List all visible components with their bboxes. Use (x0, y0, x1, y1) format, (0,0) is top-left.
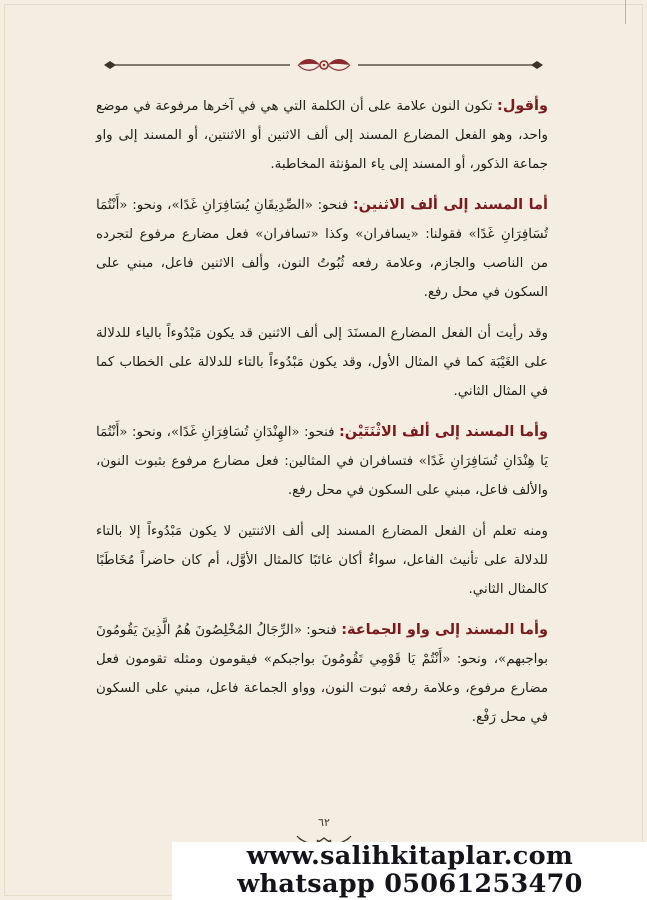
example-quote: «الصِّدِيقَانِ يُسَافِرَانِ غَدًا» (171, 198, 313, 213)
example-quote: «أَنْتُمْ يَا قَوْمِي تَقُومُونَ بواجبكم» (263, 652, 451, 667)
intro-text: تكون النون علامة على أن الكلمة التي هي في آخرها مرفوعة في موضع واحد، وهو الفعل المضارع المسند إلى ألف الاثنين أو الاثنتين، أو المسند إلى واو جماعة الذكور، أو المسند إلى ياء المؤنثة المخاطبة. (96, 99, 548, 172)
text-run: ، ونحو: (450, 652, 499, 667)
text-run: فنحو: (312, 198, 353, 213)
text-run: فنحو: (299, 425, 339, 440)
page-body (96, 92, 548, 732)
plural-paragraph (96, 616, 548, 732)
example-word: «تسافران» (255, 227, 319, 242)
text-run: فعل مضارع مرفوع لتجرده من الناصب والجازم، وعلامة رفعه ثُبُوتُ النون، وألف الاثنين فاعل، مبني على السكون في محل رفع. (96, 227, 548, 300)
example-quote: «الهِنْدَانِ تُسَافِرَانِ غَدًا» (170, 425, 300, 440)
section-heading-plural: وأما المسند إلى واو الجماعة: (341, 622, 548, 638)
example-quote: «أَنْتُمَا يَا هِنْدَانِ تُسَافِرَانِ غَدًا» (96, 425, 548, 469)
example-word: «يسافران» (355, 227, 419, 242)
example-quote: «أَنْتُمَا تُسَافِرَانِ غَدًا» (96, 198, 548, 242)
intro-lead: وأقول: (497, 98, 548, 114)
section-heading-dual-feminine: وأما المسند إلى ألف الاثْنَتَيْن: (338, 424, 549, 440)
text-run: فيقومون ومثله تقومون فعل مضارع مرفوع، وعلامة رفعه ثبوت النون، وواو الجماعة فاعل، مبني على السكون في محل رَفْع. (96, 652, 548, 725)
watermark-banner (172, 842, 647, 900)
page-number: ٦٢ (318, 816, 330, 829)
text-run: فتسافران في المثالين: فعل مضارع مرفوع بثبوت النون، والألف فاعل، مبني على السكون في محل رفع. (96, 454, 548, 498)
intro-paragraph (96, 92, 548, 179)
header-ornament (100, 50, 547, 80)
text-run: ، ونحو: (127, 425, 171, 440)
watermark-whatsapp: whatsapp 05061253470 (237, 869, 583, 899)
text-run: ، ونحو: (127, 198, 172, 213)
dual-masculine-paragraph (96, 191, 548, 307)
note-paragraph-2: ومنه تعلم أن الفعل المضارع المسند إلى ألف الاثنتين لا يكون مَبْدُوءاً إلا بالتاء للدلالة على تأنيث الفاعل، سواءٌ أكان غائبًا كالمثال الأوَّل، أم كان حاضراً مُخَاطَبًا كالمثال الثاني. (96, 524, 548, 597)
dual-feminine-paragraph (96, 418, 548, 505)
example-quote: «الرِّجَالُ المُخْلِصُونَ هُمُ الَّذِينَ يَقُومُونَ بواجبهم» (96, 623, 548, 667)
crop-mark (625, 0, 626, 24)
section-heading-dual-masculine: أما المسند إلى ألف الاثنين: (352, 197, 548, 213)
watermark-website: www.salihkitaplar.com (246, 841, 574, 871)
note-paragraph-1: وقد رأيت أن الفعل المضارع المسنَدَ إلى ألف الاثنين قد يكون مَبْدُوءاً بالياء للدلالة على الغَيْبَة كما في المثال الأول، وقد يكون مَبْدُوءاً بالتاء للدلالة على الخطاب كما في المثال الثاني. (96, 326, 548, 399)
text-run: فقولنا: (418, 227, 469, 242)
text-run: فنحو: (301, 623, 342, 638)
text-run: وكذا (318, 227, 356, 242)
